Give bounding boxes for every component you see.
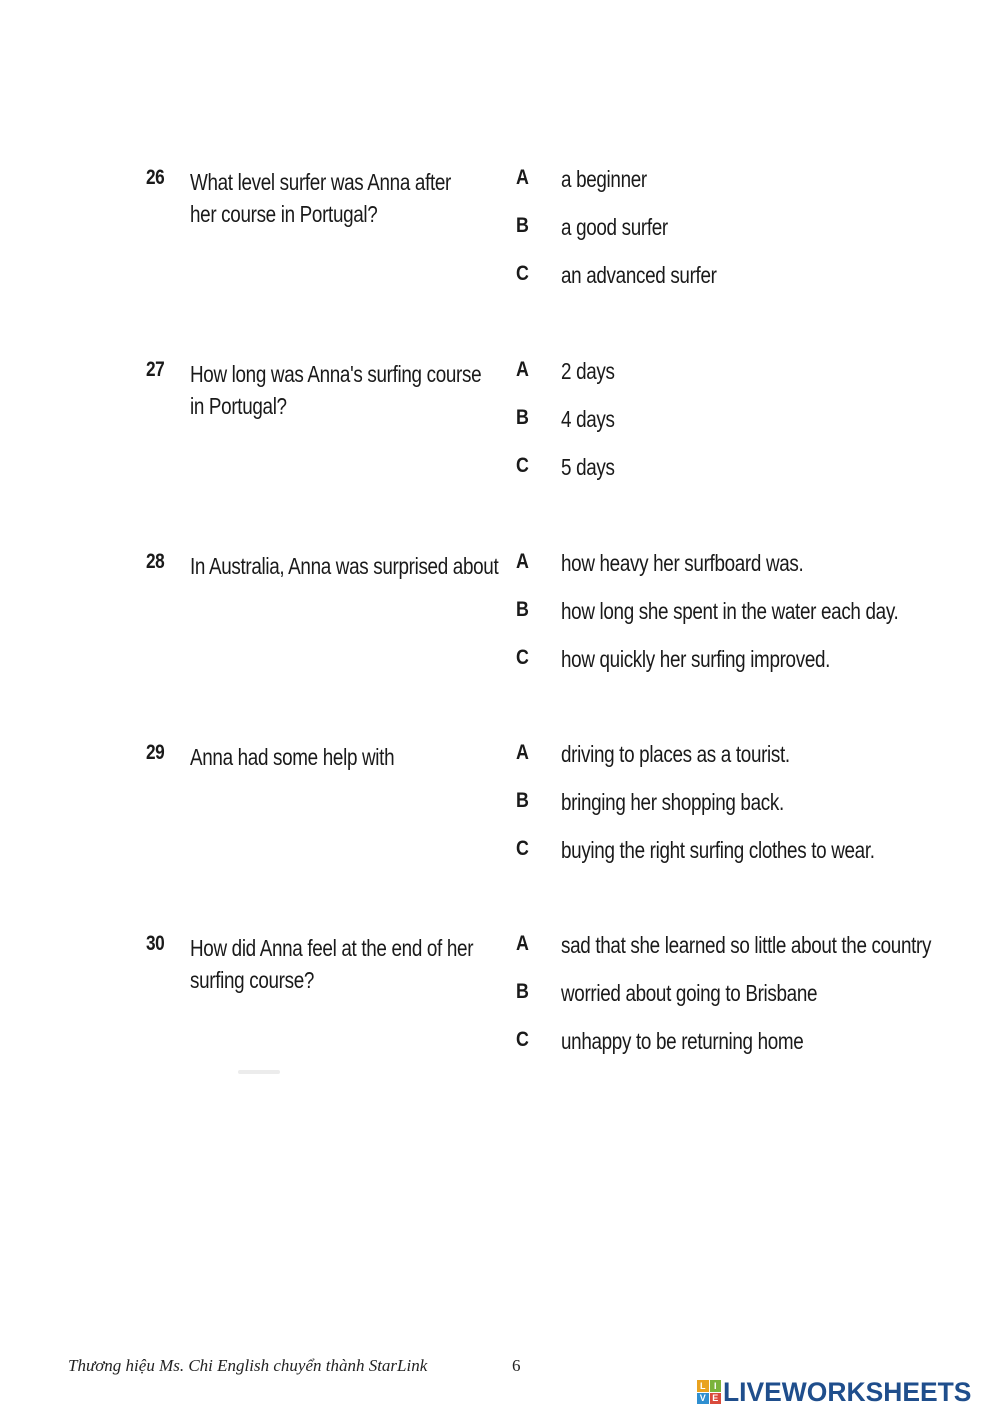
option-letter: C	[516, 454, 529, 477]
option-text: a beginner	[561, 166, 647, 192]
option-text: unhappy to be returning home	[561, 1028, 804, 1054]
logo-tile-l: L	[697, 1380, 709, 1392]
option-letter: C	[516, 837, 529, 860]
option-letter: B	[516, 406, 529, 429]
option-c[interactable]	[0, 1028, 1000, 1060]
option-text: 2 days	[561, 358, 615, 384]
option-a[interactable]	[0, 932, 1000, 964]
option-letter: A	[516, 741, 529, 764]
option-c[interactable]	[0, 262, 1000, 294]
option-b[interactable]	[0, 598, 1000, 630]
option-letter: A	[516, 358, 529, 381]
logo-tile-e: E	[710, 1393, 722, 1405]
option-text: 5 days	[561, 454, 615, 480]
option-a[interactable]	[0, 358, 1000, 390]
option-text: driving to places as a tourist.	[561, 741, 790, 767]
question-number: 29	[146, 741, 165, 764]
option-text: sad that she learned so little about the country	[561, 932, 932, 958]
option-text: a good surfer	[561, 214, 668, 240]
question-text: How long was Anna's surfing course in Portugal?	[190, 361, 482, 419]
logo-tile-i: I	[710, 1380, 722, 1392]
question-text: Anna had some help with	[190, 744, 395, 770]
option-letter: B	[516, 789, 529, 812]
option-text: buying the right surfing clothes to wear.	[561, 837, 875, 863]
footer-brand-text: Thương hiệu Ms. Chi English chuyển thành StarLink	[68, 1356, 428, 1375]
option-a[interactable]	[0, 741, 1000, 773]
option-b[interactable]	[0, 980, 1000, 1012]
option-letter: B	[516, 214, 529, 237]
question-text: What level surfer was Anna after her course in Portugal?	[190, 169, 452, 227]
question-number: 26	[146, 166, 165, 189]
option-b[interactable]	[0, 789, 1000, 821]
logo-tile-v: V	[697, 1393, 709, 1405]
option-letter: A	[516, 166, 529, 189]
question-text: How did Anna feel at the end of her surfing course?	[190, 935, 474, 993]
option-c[interactable]	[0, 646, 1000, 678]
option-letter: C	[516, 262, 529, 285]
option-letter: A	[516, 550, 529, 573]
question-number: 30	[146, 932, 165, 955]
option-a[interactable]	[0, 550, 1000, 582]
option-c[interactable]	[0, 837, 1000, 869]
page-number: 6	[512, 1356, 521, 1375]
option-text: how long she spent in the water each day.	[561, 598, 899, 624]
question-number: 28	[146, 550, 165, 573]
option-a[interactable]	[0, 166, 1000, 198]
option-letter: C	[516, 646, 529, 669]
option-letter: B	[516, 598, 529, 621]
liveworksheets-wordmark: LIVEWORKSHEETS	[723, 1377, 972, 1407]
option-text: worried about going to Brisbane	[561, 980, 818, 1006]
option-text: 4 days	[561, 406, 615, 432]
option-letter: A	[516, 932, 529, 955]
option-text: how heavy her surfboard was.	[561, 550, 804, 576]
option-b[interactable]	[0, 406, 1000, 438]
option-c[interactable]	[0, 454, 1000, 486]
option-text: bringing her shopping back.	[561, 789, 784, 815]
question-text: In Australia, Anna was surprised about	[190, 553, 499, 579]
question-number: 27	[146, 358, 165, 381]
scan-smudge	[238, 1070, 280, 1074]
liveworksheets-icon	[697, 1380, 721, 1404]
option-text: how quickly her surfing improved.	[561, 646, 831, 672]
option-text: an advanced surfer	[561, 262, 717, 288]
option-letter: B	[516, 980, 529, 1003]
option-b[interactable]	[0, 214, 1000, 246]
option-letter: C	[516, 1028, 529, 1051]
